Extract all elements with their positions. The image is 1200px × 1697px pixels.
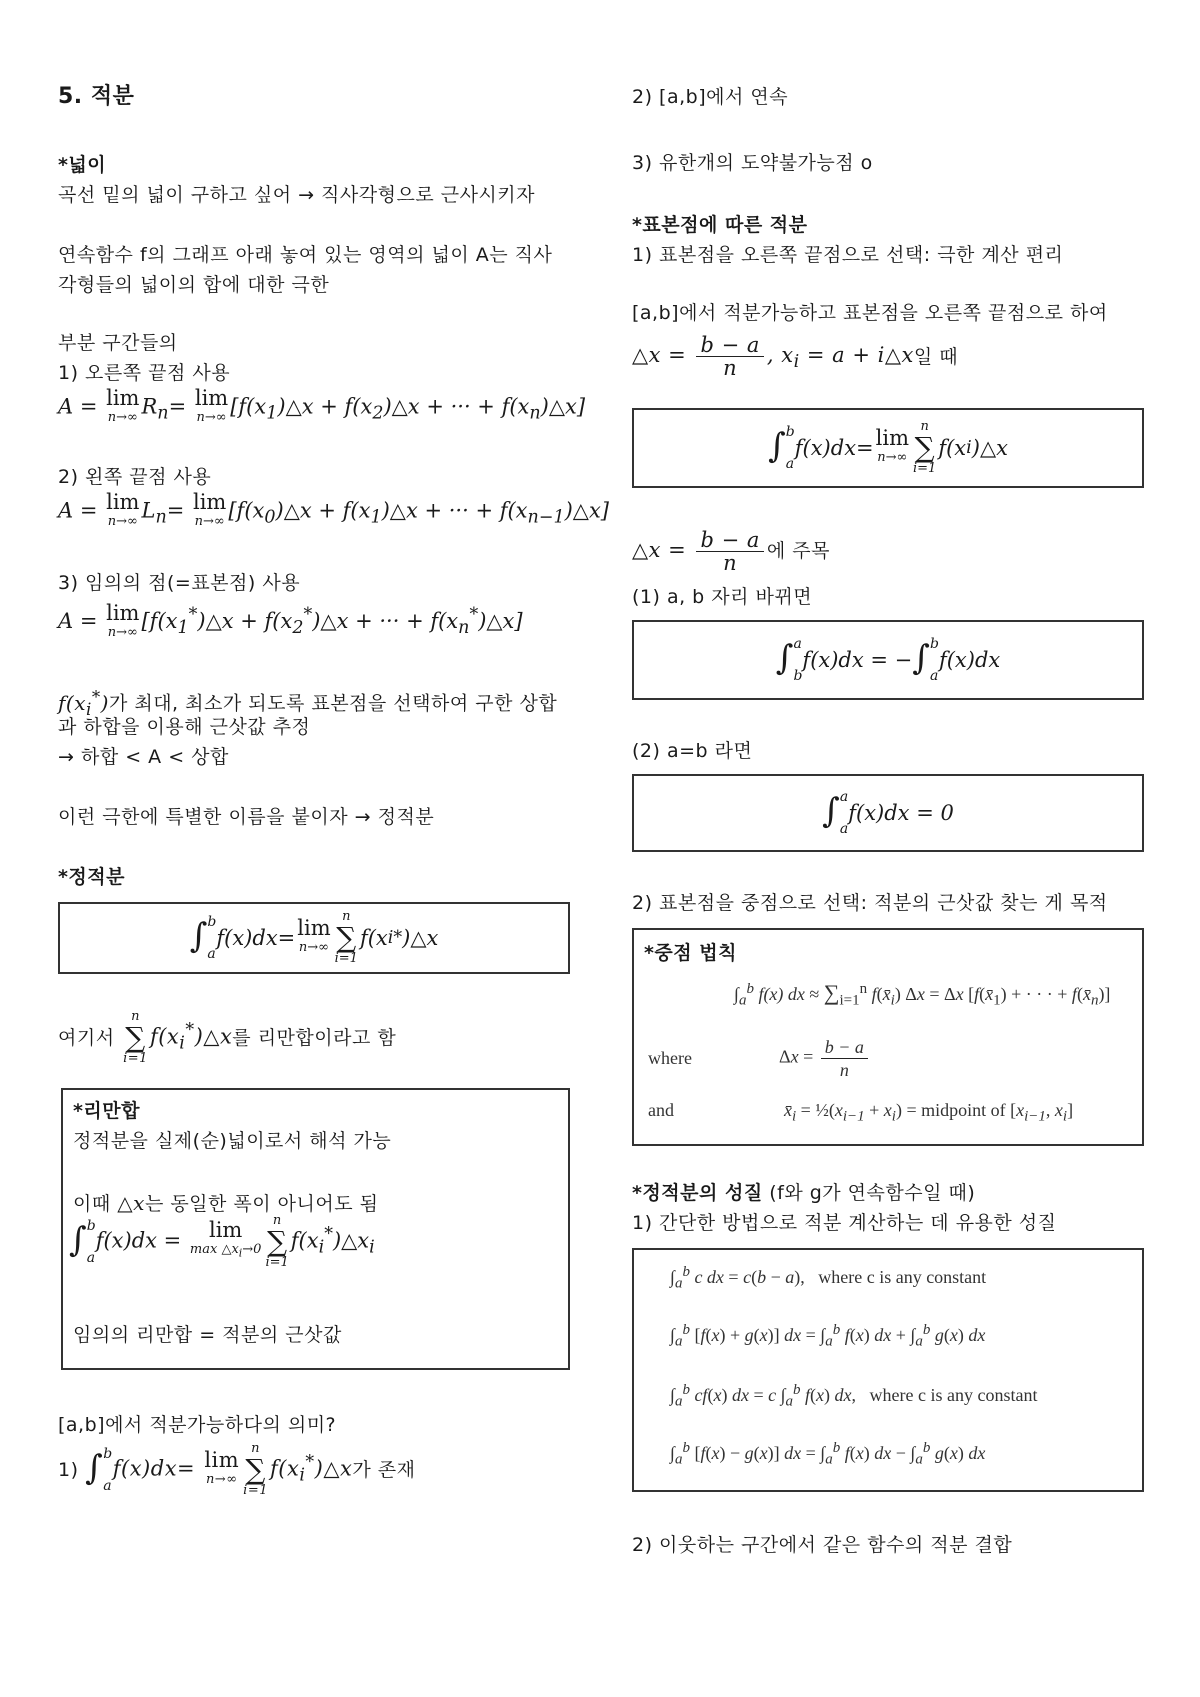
midpoint-where-label: where (648, 1048, 692, 1068)
estimate-line-1: $f(x_i^*)$가 최대, 최소가 되도록 표본점을 선택하여 구한 상합 (58, 687, 558, 719)
midpoint-rule-heading: *중점 법칙 (644, 942, 737, 964)
properties-line-1: 1) 간단한 방법으로 적분 계산하는 데 유용한 성질 (632, 1212, 1057, 1234)
definite-integral-heading: *정적분 (58, 866, 125, 888)
riemann-sum-box (61, 1088, 570, 1370)
midpoint-delta-x: Δx = $\frac{b - a}{n}$ (779, 1036, 871, 1081)
sample-point-heading: *표본점에 따른 적분 (632, 214, 808, 236)
formula-sample-sum: A = lim n→∞ [$f(x_1^*)\triangle x$ + $f(x_2^*)\triangle x$ + ··· + $f(x_n^*)\triangle x$] (58, 600, 523, 640)
property-1: $\int_a^b$ c dx = c(b − a), where c is any constant (670, 1264, 987, 1292)
properties-heading: *정적분의 성질 (f와 g가 연속함수일 때) (632, 1182, 976, 1204)
integrable-condition-1: 1) ∫ b a f(x)dx= lim n→∞ n ∑ i=1 $f(x_i^*)\triangle x$ 가 존재 (58, 1441, 416, 1498)
integrable-meaning-heading: [a,b]에서 적분가능하다의 의미? (58, 1414, 337, 1436)
equal-limits-heading: (2) a=b 라면 (632, 740, 753, 762)
sample-point-line-2: [a,b]에서 적분가능하고 표본점을 오른쪽 끝점으로 하여 (632, 302, 1108, 324)
riemann-box-heading: *리만합 (73, 1100, 140, 1122)
swap-limits-box: ∫ a b f(x)dx = − ∫ b a f(x)dx (632, 620, 1144, 700)
subinterval-heading: 부분 구간들의 (58, 332, 178, 354)
definite-integral-box: ∫ b a f(x)dx= lim n→∞ n ∑ i=1 f(x i * )△x (58, 902, 570, 974)
riemann-box-formula: ∫ b a f(x)dx = lim $\max \triangle x_i\to 0$ n ∑ i=1 $f(x_i^*)\triangle x_i$ (69, 1213, 375, 1270)
sample-point-line-1: 1) 표본점을 오른쪽 끝점으로 선택: 극한 계산 편리 (632, 244, 1064, 266)
riemann-box-line-2: 이때 △x는 동일한 폭이 아니어도 됨 (73, 1191, 379, 1215)
property-3: $\int_a^b$ cf(x) dx = c $\int_a^b$ f(x) dx, where c is any constant (670, 1382, 1038, 1410)
properties-box (632, 1248, 1144, 1492)
swap-limits-heading: (1) a, b 자리 바뀌면 (632, 586, 813, 608)
riemann-box-line-3: 임의의 리만합 = 적분의 근삿값 (73, 1324, 342, 1346)
area-line-3: 각형들의 넓이의 합에 대한 극한 (58, 274, 330, 296)
area-line-1: 곡선 밑의 넓이 구하고 싶어 → 직사각형으로 근사시키자 (58, 184, 535, 206)
area-line-2: 연속함수 f의 그래프 아래 놓여 있는 영역의 넓이 A는 직사 (58, 244, 553, 266)
midpoint-and-label: and (648, 1100, 674, 1120)
section-title: 5. 적분 (58, 84, 135, 109)
midpoint-selection: 2) 표본점을 중점으로 선택: 적분의 근삿값 찾는 게 목적 (632, 892, 1108, 914)
method-sample-point: 3) 임의의 점(=표본점) 사용 (58, 572, 301, 594)
midpoint-rule-box (632, 928, 1144, 1146)
formula-right-sum: A = lim n→∞ $R_n=$ lim n→∞ [$f(x_1)\triangle x$ + $f(x_2)\triangle x$ + ··· + $f(x_n)\triangle x$] (58, 386, 586, 425)
integrable-condition-3: 3) 유한개의 도약불가능점 o (632, 152, 873, 174)
delta-x-note: △x = $\frac{b - a}{n}$ 에 주목 (632, 527, 830, 575)
method-left-endpoint: 2) 왼쪽 끝점 사용 (58, 466, 212, 488)
integrable-condition-2: 2) [a,b]에서 연속 (632, 86, 789, 108)
right-endpoint-integral-box: ∫ b a f(x)dx= lim n→∞ n ∑ i=1 f(x i )△x (632, 408, 1144, 488)
area-heading: *넓이 (58, 154, 107, 176)
property-2: $\int_a^b$ [f(x) + g(x)] dx = $\int_a^b$ f(x) dx + $\int_a^b$ g(x) dx (670, 1322, 986, 1350)
properties-line-2: 2) 이웃하는 구간에서 같은 함수의 적분 결합 (632, 1534, 1013, 1556)
formula-left-sum: A = lim n→∞ $L_n=$ lim n→∞ [$f(x_0)\triangle x$ + $f(x_1)\triangle x$ + ··· + $f(x_{n-1})\triangle x$] (58, 490, 609, 529)
riemann-box-line-1: 정적분을 실제(순)넓이로서 해석 가능 (73, 1130, 392, 1152)
equal-limits-box: ∫ a a f(x)dx = 0 (632, 774, 1144, 852)
midpoint-rule-formula: $\int_a^b$ f(x) dx ≈ $\sum_{i=1}^n$ $f(x̄_i) \Delta x = \Delta x$ [$f(x̄_1)$ + · · · + $f(x̄_n)$] (734, 980, 1111, 1009)
sample-point-line-3: △x = $\frac{b - a}{n}$ , $x_i = a$ + i△x 일 때 (632, 333, 959, 381)
estimate-line-2: 과 하합을 이용해 근삿값 추정 (58, 716, 311, 738)
definite-integral-naming: 이런 극한에 특별한 이름을 붙이자 → 정적분 (58, 806, 435, 828)
estimate-line-3: → 하합 < A < 상합 (58, 746, 229, 768)
riemann-sum-line: 여기서 n ∑ i=1 $f(x_i^*)\triangle x$ 를 리만합이라고 함 (58, 1009, 397, 1066)
midpoint-definition: $x̄_i$ = $\frac{1}{2}(x_{i-1} + x_i)$ = midpoint of [$x_{i-1}$, $x_i$] (784, 1100, 1074, 1125)
property-4: $\int_a^b$ [f(x) − g(x)] dx = $\int_a^b$ f(x) dx − $\int_a^b$ g(x) dx (670, 1440, 986, 1468)
method-right-endpoint: 1) 오른쪽 끝점 사용 (58, 362, 231, 384)
